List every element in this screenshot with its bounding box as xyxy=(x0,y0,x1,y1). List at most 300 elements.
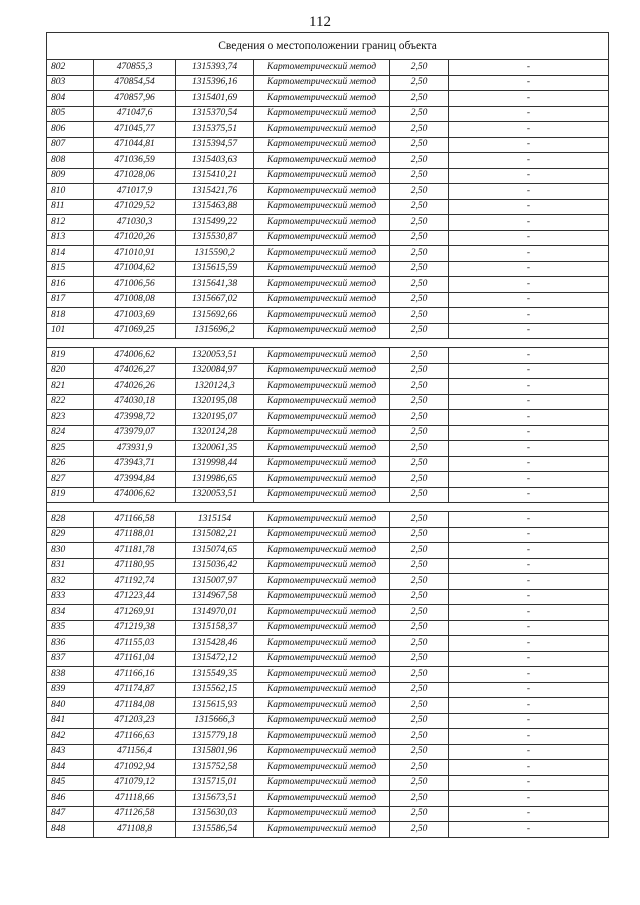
method-cell: Картометрический метод xyxy=(254,215,390,231)
method-cell: Картометрический метод xyxy=(254,246,390,262)
point-number-cell: 808 xyxy=(47,153,94,169)
description-cell: - xyxy=(449,512,609,528)
method-cell: Картометрический метод xyxy=(254,472,390,488)
accuracy-cell: 2,50 xyxy=(390,425,449,441)
accuracy-cell: 2,50 xyxy=(390,441,449,457)
description-cell: - xyxy=(449,308,609,324)
table-row xyxy=(47,106,609,122)
accuracy-cell: 2,50 xyxy=(390,620,449,636)
table-row xyxy=(47,651,609,667)
description-cell: - xyxy=(449,487,609,503)
x-coordinate-cell: 471174,87 xyxy=(94,682,176,698)
accuracy-cell: 2,50 xyxy=(390,60,449,76)
y-coordinate-cell: 1319986,65 xyxy=(176,472,254,488)
table-row xyxy=(47,775,609,791)
y-coordinate-cell: 1314970,01 xyxy=(176,605,254,621)
point-number-cell: 835 xyxy=(47,620,94,636)
point-number-cell: 829 xyxy=(47,527,94,543)
method-cell: Картометрический метод xyxy=(254,199,390,215)
method-cell: Картометрический метод xyxy=(254,589,390,605)
point-number-cell: 806 xyxy=(47,122,94,138)
accuracy-cell: 2,50 xyxy=(390,184,449,200)
table-row xyxy=(47,589,609,605)
accuracy-cell: 2,50 xyxy=(390,744,449,760)
table-row xyxy=(47,184,609,200)
x-coordinate-cell: 471161,04 xyxy=(94,651,176,667)
x-coordinate-cell: 471203,23 xyxy=(94,713,176,729)
method-cell: Картометрический метод xyxy=(254,261,390,277)
table-row xyxy=(47,425,609,441)
y-coordinate-cell: 1315403,63 xyxy=(176,153,254,169)
y-coordinate-cell: 1319998,44 xyxy=(176,456,254,472)
accuracy-cell: 2,50 xyxy=(390,308,449,324)
method-cell: Картометрический метод xyxy=(254,698,390,714)
description-cell: - xyxy=(449,425,609,441)
point-number-cell: 820 xyxy=(47,363,94,379)
table-title: Сведения о местоположении границ объекта xyxy=(47,33,609,60)
y-coordinate-cell: 1320195,08 xyxy=(176,394,254,410)
x-coordinate-cell: 470857,96 xyxy=(94,91,176,107)
description-cell: - xyxy=(449,558,609,574)
method-cell: Картометрический метод xyxy=(254,791,390,807)
y-coordinate-cell: 1315401,69 xyxy=(176,91,254,107)
description-cell: - xyxy=(449,651,609,667)
point-number-cell: 827 xyxy=(47,472,94,488)
description-cell: - xyxy=(449,323,609,339)
accuracy-cell: 2,50 xyxy=(390,91,449,107)
x-coordinate-cell: 473979,07 xyxy=(94,425,176,441)
accuracy-cell: 2,50 xyxy=(390,543,449,559)
description-cell: - xyxy=(449,246,609,262)
point-number-cell: 841 xyxy=(47,713,94,729)
y-coordinate-cell: 1315396,16 xyxy=(176,75,254,91)
table-row xyxy=(47,215,609,231)
table-row xyxy=(47,91,609,107)
accuracy-cell: 2,50 xyxy=(390,822,449,838)
table-row xyxy=(47,558,609,574)
description-cell: - xyxy=(449,636,609,652)
table-row xyxy=(47,636,609,652)
x-coordinate-cell: 471192,74 xyxy=(94,574,176,590)
accuracy-cell: 2,50 xyxy=(390,775,449,791)
point-number-cell: 807 xyxy=(47,137,94,153)
accuracy-cell: 2,50 xyxy=(390,713,449,729)
accuracy-cell: 2,50 xyxy=(390,472,449,488)
table-row xyxy=(47,246,609,262)
table-row xyxy=(47,277,609,293)
point-number-cell: 816 xyxy=(47,277,94,293)
y-coordinate-cell: 1315667,02 xyxy=(176,292,254,308)
method-cell: Картометрический метод xyxy=(254,512,390,528)
description-cell: - xyxy=(449,137,609,153)
accuracy-cell: 2,50 xyxy=(390,199,449,215)
table-row xyxy=(47,308,609,324)
description-cell: - xyxy=(449,527,609,543)
boundary-coordinates-table xyxy=(46,32,609,838)
x-coordinate-cell: 474026,26 xyxy=(94,379,176,395)
x-coordinate-cell: 471155,03 xyxy=(94,636,176,652)
page-number: 112 xyxy=(309,14,331,30)
point-number-cell: 826 xyxy=(47,456,94,472)
x-coordinate-cell: 473998,72 xyxy=(94,410,176,426)
description-cell: - xyxy=(449,760,609,776)
accuracy-cell: 2,50 xyxy=(390,379,449,395)
point-number-cell: 823 xyxy=(47,410,94,426)
description-cell: - xyxy=(449,822,609,838)
accuracy-cell: 2,50 xyxy=(390,636,449,652)
y-coordinate-cell: 1315586,54 xyxy=(176,822,254,838)
description-cell: - xyxy=(449,153,609,169)
method-cell: Картометрический метод xyxy=(254,394,390,410)
table-row xyxy=(47,605,609,621)
point-number-cell: 842 xyxy=(47,729,94,745)
y-coordinate-cell: 1320053,51 xyxy=(176,487,254,503)
y-coordinate-cell: 1320124,28 xyxy=(176,425,254,441)
point-number-cell: 805 xyxy=(47,106,94,122)
description-cell: - xyxy=(449,394,609,410)
table-row xyxy=(47,75,609,91)
description-cell: - xyxy=(449,184,609,200)
x-coordinate-cell: 471030,3 xyxy=(94,215,176,231)
x-coordinate-cell: 473931,9 xyxy=(94,441,176,457)
x-coordinate-cell: 470854,54 xyxy=(94,75,176,91)
table-row xyxy=(47,348,609,364)
y-coordinate-cell: 1315036,42 xyxy=(176,558,254,574)
y-coordinate-cell: 1320084,97 xyxy=(176,363,254,379)
method-cell: Картометрический метод xyxy=(254,91,390,107)
method-cell: Картометрический метод xyxy=(254,543,390,559)
accuracy-cell: 2,50 xyxy=(390,75,449,91)
description-cell: - xyxy=(449,379,609,395)
y-coordinate-cell: 1320053,51 xyxy=(176,348,254,364)
description-cell: - xyxy=(449,589,609,605)
point-number-cell: 846 xyxy=(47,791,94,807)
y-coordinate-cell: 1315549,35 xyxy=(176,667,254,683)
point-number-cell: 809 xyxy=(47,168,94,184)
method-cell: Картометрический метод xyxy=(254,75,390,91)
x-coordinate-cell: 471118,66 xyxy=(94,791,176,807)
method-cell: Картометрический метод xyxy=(254,230,390,246)
accuracy-cell: 2,50 xyxy=(390,487,449,503)
x-coordinate-cell: 471010,91 xyxy=(94,246,176,262)
description-cell: - xyxy=(449,199,609,215)
x-coordinate-cell: 473943,71 xyxy=(94,456,176,472)
table-row xyxy=(47,441,609,457)
point-number-cell: 825 xyxy=(47,441,94,457)
accuracy-cell: 2,50 xyxy=(390,512,449,528)
x-coordinate-cell: 471166,16 xyxy=(94,667,176,683)
table-row xyxy=(47,153,609,169)
description-cell: - xyxy=(449,75,609,91)
point-number-cell: 812 xyxy=(47,215,94,231)
point-number-cell: 101 xyxy=(47,323,94,339)
table-row xyxy=(47,512,609,528)
point-number-cell: 814 xyxy=(47,246,94,262)
method-cell: Картометрический метод xyxy=(254,348,390,364)
accuracy-cell: 2,50 xyxy=(390,456,449,472)
method-cell: Картометрический метод xyxy=(254,620,390,636)
description-cell: - xyxy=(449,277,609,293)
method-cell: Картометрический метод xyxy=(254,527,390,543)
x-coordinate-cell: 471047,6 xyxy=(94,106,176,122)
y-coordinate-cell: 1315007,97 xyxy=(176,574,254,590)
description-cell: - xyxy=(449,574,609,590)
point-number-cell: 810 xyxy=(47,184,94,200)
table-row xyxy=(47,729,609,745)
x-coordinate-cell: 471020,26 xyxy=(94,230,176,246)
accuracy-cell: 2,50 xyxy=(390,791,449,807)
description-cell: - xyxy=(449,91,609,107)
method-cell: Картометрический метод xyxy=(254,308,390,324)
method-cell: Картометрический метод xyxy=(254,122,390,138)
method-cell: Картометрический метод xyxy=(254,636,390,652)
method-cell: Картометрический метод xyxy=(254,713,390,729)
y-coordinate-cell: 1315394,57 xyxy=(176,137,254,153)
table-row xyxy=(47,543,609,559)
point-number-cell: 824 xyxy=(47,425,94,441)
x-coordinate-cell: 471044,81 xyxy=(94,137,176,153)
point-number-cell: 839 xyxy=(47,682,94,698)
method-cell: Картометрический метод xyxy=(254,363,390,379)
x-coordinate-cell: 471166,63 xyxy=(94,729,176,745)
point-number-cell: 804 xyxy=(47,91,94,107)
y-coordinate-cell: 1320061,35 xyxy=(176,441,254,457)
accuracy-cell: 2,50 xyxy=(390,137,449,153)
accuracy-cell: 2,50 xyxy=(390,698,449,714)
point-number-cell: 819 xyxy=(47,487,94,503)
accuracy-cell: 2,50 xyxy=(390,806,449,822)
y-coordinate-cell: 1315641,38 xyxy=(176,277,254,293)
x-coordinate-cell: 473994,84 xyxy=(94,472,176,488)
description-cell: - xyxy=(449,729,609,745)
table-row xyxy=(47,713,609,729)
table-row xyxy=(47,760,609,776)
point-number-cell: 802 xyxy=(47,60,94,76)
table-row xyxy=(47,137,609,153)
y-coordinate-cell: 1320195,07 xyxy=(176,410,254,426)
y-coordinate-cell: 1315615,93 xyxy=(176,698,254,714)
method-cell: Картометрический метод xyxy=(254,379,390,395)
y-coordinate-cell: 1315562,15 xyxy=(176,682,254,698)
method-cell: Картометрический метод xyxy=(254,775,390,791)
y-coordinate-cell: 1315158,37 xyxy=(176,620,254,636)
accuracy-cell: 2,50 xyxy=(390,682,449,698)
description-cell: - xyxy=(449,620,609,636)
y-coordinate-cell: 1315472,12 xyxy=(176,651,254,667)
x-coordinate-cell: 471006,56 xyxy=(94,277,176,293)
method-cell: Картометрический метод xyxy=(254,651,390,667)
method-cell: Картометрический метод xyxy=(254,682,390,698)
accuracy-cell: 2,50 xyxy=(390,729,449,745)
group-separator-cell xyxy=(47,503,609,512)
method-cell: Картометрический метод xyxy=(254,487,390,503)
table-row xyxy=(47,122,609,138)
description-cell: - xyxy=(449,348,609,364)
x-coordinate-cell: 474030,18 xyxy=(94,394,176,410)
y-coordinate-cell: 1314967,58 xyxy=(176,589,254,605)
x-coordinate-cell: 470855,3 xyxy=(94,60,176,76)
point-number-cell: 843 xyxy=(47,744,94,760)
point-number-cell: 844 xyxy=(47,760,94,776)
accuracy-cell: 2,50 xyxy=(390,410,449,426)
point-number-cell: 838 xyxy=(47,667,94,683)
x-coordinate-cell: 471029,52 xyxy=(94,199,176,215)
y-coordinate-cell: 1315154 xyxy=(176,512,254,528)
x-coordinate-cell: 471188,01 xyxy=(94,527,176,543)
description-cell: - xyxy=(449,744,609,760)
table-row xyxy=(47,791,609,807)
point-number-cell: 818 xyxy=(47,308,94,324)
x-coordinate-cell: 471219,38 xyxy=(94,620,176,636)
x-coordinate-cell: 471180,95 xyxy=(94,558,176,574)
y-coordinate-cell: 1315370,54 xyxy=(176,106,254,122)
table-row xyxy=(47,199,609,215)
x-coordinate-cell: 471028,06 xyxy=(94,168,176,184)
x-coordinate-cell: 471156,4 xyxy=(94,744,176,760)
accuracy-cell: 2,50 xyxy=(390,760,449,776)
x-coordinate-cell: 471108,8 xyxy=(94,822,176,838)
y-coordinate-cell: 1315499,22 xyxy=(176,215,254,231)
table-title-row xyxy=(47,33,609,60)
table-row xyxy=(47,698,609,714)
method-cell: Картометрический метод xyxy=(254,605,390,621)
table-row xyxy=(47,487,609,503)
description-cell: - xyxy=(449,441,609,457)
description-cell: - xyxy=(449,410,609,426)
method-cell: Картометрический метод xyxy=(254,806,390,822)
method-cell: Картометрический метод xyxy=(254,277,390,293)
method-cell: Картометрический метод xyxy=(254,441,390,457)
y-coordinate-cell: 1315410,21 xyxy=(176,168,254,184)
method-cell: Картометрический метод xyxy=(254,137,390,153)
description-cell: - xyxy=(449,806,609,822)
y-coordinate-cell: 1315590,2 xyxy=(176,246,254,262)
description-cell: - xyxy=(449,667,609,683)
y-coordinate-cell: 1315421,76 xyxy=(176,184,254,200)
accuracy-cell: 2,50 xyxy=(390,394,449,410)
table-row xyxy=(47,806,609,822)
description-cell: - xyxy=(449,106,609,122)
y-coordinate-cell: 1315779,18 xyxy=(176,729,254,745)
x-coordinate-cell: 471092,94 xyxy=(94,760,176,776)
description-cell: - xyxy=(449,472,609,488)
point-number-cell: 832 xyxy=(47,574,94,590)
method-cell: Картометрический метод xyxy=(254,292,390,308)
y-coordinate-cell: 1315428,46 xyxy=(176,636,254,652)
point-number-cell: 815 xyxy=(47,261,94,277)
table-row xyxy=(47,682,609,698)
point-number-cell: 834 xyxy=(47,605,94,621)
method-cell: Картометрический метод xyxy=(254,667,390,683)
accuracy-cell: 2,50 xyxy=(390,153,449,169)
x-coordinate-cell: 471008,08 xyxy=(94,292,176,308)
description-cell: - xyxy=(449,60,609,76)
accuracy-cell: 2,50 xyxy=(390,215,449,231)
y-coordinate-cell: 1315074,65 xyxy=(176,543,254,559)
accuracy-cell: 2,50 xyxy=(390,323,449,339)
y-coordinate-cell: 1315715,01 xyxy=(176,775,254,791)
x-coordinate-cell: 471269,91 xyxy=(94,605,176,621)
accuracy-cell: 2,50 xyxy=(390,230,449,246)
point-number-cell: 840 xyxy=(47,698,94,714)
method-cell: Картометрический метод xyxy=(254,106,390,122)
point-number-cell: 837 xyxy=(47,651,94,667)
description-cell: - xyxy=(449,292,609,308)
accuracy-cell: 2,50 xyxy=(390,261,449,277)
description-cell: - xyxy=(449,168,609,184)
accuracy-cell: 2,50 xyxy=(390,667,449,683)
x-coordinate-cell: 474006,62 xyxy=(94,487,176,503)
table-row xyxy=(47,620,609,636)
point-number-cell: 817 xyxy=(47,292,94,308)
x-coordinate-cell: 471181,78 xyxy=(94,543,176,559)
table-row xyxy=(47,323,609,339)
method-cell: Картометрический метод xyxy=(254,744,390,760)
description-cell: - xyxy=(449,230,609,246)
description-cell: - xyxy=(449,456,609,472)
method-cell: Картометрический метод xyxy=(254,168,390,184)
point-number-cell: 811 xyxy=(47,199,94,215)
accuracy-cell: 2,50 xyxy=(390,246,449,262)
point-number-cell: 830 xyxy=(47,543,94,559)
x-coordinate-cell: 471017,9 xyxy=(94,184,176,200)
accuracy-cell: 2,50 xyxy=(390,122,449,138)
method-cell: Картометрический метод xyxy=(254,153,390,169)
point-number-cell: 803 xyxy=(47,75,94,91)
group-separator-row xyxy=(47,339,609,348)
description-cell: - xyxy=(449,122,609,138)
method-cell: Картометрический метод xyxy=(254,558,390,574)
table-row xyxy=(47,527,609,543)
x-coordinate-cell: 471045,77 xyxy=(94,122,176,138)
accuracy-cell: 2,50 xyxy=(390,558,449,574)
method-cell: Картометрический метод xyxy=(254,323,390,339)
group-separator-cell xyxy=(47,339,609,348)
accuracy-cell: 2,50 xyxy=(390,292,449,308)
method-cell: Картометрический метод xyxy=(254,60,390,76)
description-cell: - xyxy=(449,543,609,559)
x-coordinate-cell: 471004,62 xyxy=(94,261,176,277)
accuracy-cell: 2,50 xyxy=(390,589,449,605)
accuracy-cell: 2,50 xyxy=(390,168,449,184)
table-row xyxy=(47,230,609,246)
accuracy-cell: 2,50 xyxy=(390,527,449,543)
method-cell: Картометрический метод xyxy=(254,574,390,590)
y-coordinate-cell: 1315696,2 xyxy=(176,323,254,339)
accuracy-cell: 2,50 xyxy=(390,605,449,621)
table-row xyxy=(47,456,609,472)
description-cell: - xyxy=(449,605,609,621)
point-number-cell: 819 xyxy=(47,348,94,364)
table-row xyxy=(47,744,609,760)
table-row xyxy=(47,168,609,184)
group-separator-row xyxy=(47,503,609,512)
x-coordinate-cell: 471036,59 xyxy=(94,153,176,169)
point-number-cell: 828 xyxy=(47,512,94,528)
table-row xyxy=(47,60,609,76)
point-number-cell: 833 xyxy=(47,589,94,605)
table-row xyxy=(47,292,609,308)
method-cell: Картометрический метод xyxy=(254,456,390,472)
y-coordinate-cell: 1315630,03 xyxy=(176,806,254,822)
description-cell: - xyxy=(449,775,609,791)
y-coordinate-cell: 1315530,87 xyxy=(176,230,254,246)
table-row xyxy=(47,574,609,590)
x-coordinate-cell: 471126,58 xyxy=(94,806,176,822)
x-coordinate-cell: 474006,62 xyxy=(94,348,176,364)
accuracy-cell: 2,50 xyxy=(390,574,449,590)
accuracy-cell: 2,50 xyxy=(390,277,449,293)
